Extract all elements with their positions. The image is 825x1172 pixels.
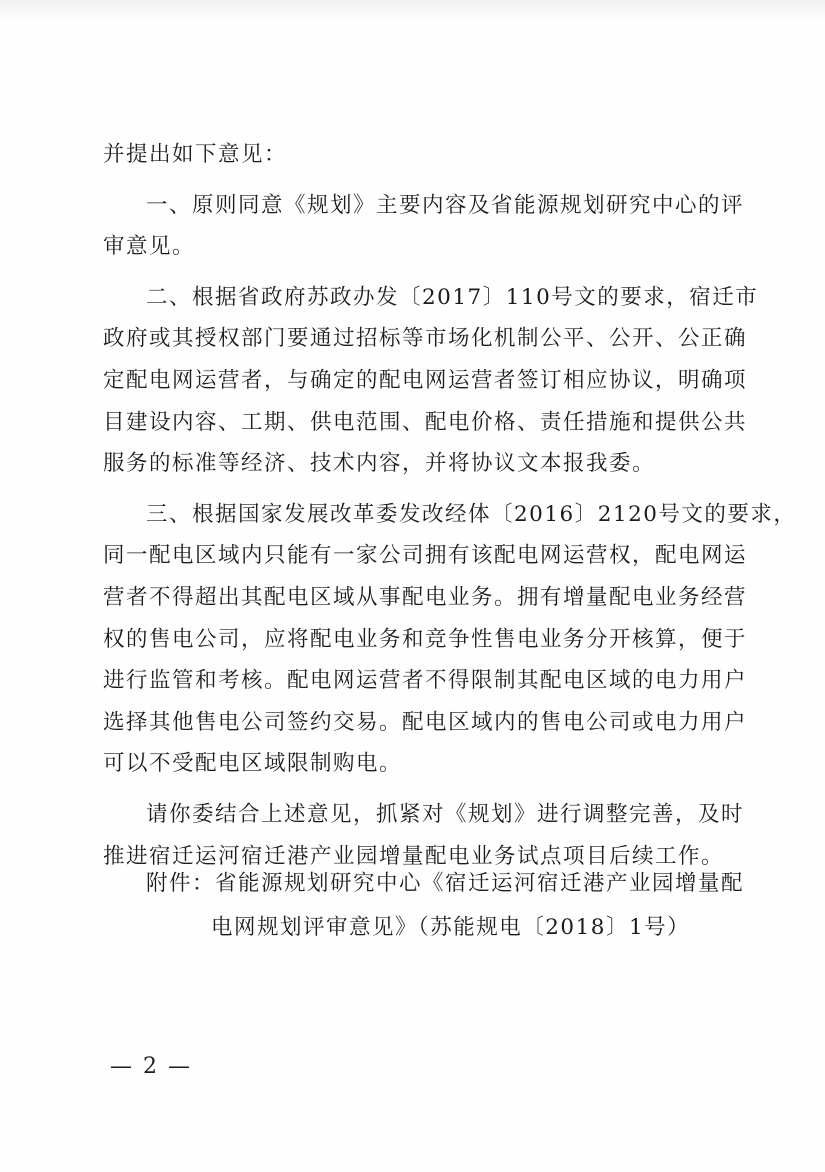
attachment-line: 附件：省能源规划研究中心《宿迁运河宿迁港产业园增量配 [146, 871, 745, 896]
paragraph-line: 三、根据国家发展改革委发改经体〔2016〕2120号文的要求， [146, 501, 797, 527]
attachment-note [146, 862, 745, 950]
paragraph-line: 服务的标准等经济、技术内容，并将协议文本报我委。 [103, 451, 656, 477]
paragraph-line: 推进宿迁运河宿迁港产业园增量配电业务试点项目后续工作。 [103, 843, 725, 869]
paragraph-line: 二、根据省政府苏政办发〔2017〕110号文的要求，宿迁市 [146, 284, 759, 310]
paragraph-line: 可以不受配电区域限制购电。 [103, 751, 403, 777]
body-text [103, 134, 797, 877]
paragraph-line: 进行监管和考核。配电网运营者不得限制其配电区域的电力用户 [103, 668, 748, 694]
paragraph-line: 并提出如下意见： [103, 142, 288, 167]
paragraph-line: 目建设内容、工期、供电范围、配电价格、责任措施和提供公共 [103, 409, 748, 435]
paragraph-line: 一、原则同意《规划》主要内容及省能源规划研究中心的评 [146, 192, 745, 218]
paragraph-line: 政府或其授权部门要通过招标等市场化机制公平、公开、公正确 [103, 326, 748, 352]
paragraph-line: 营者不得超出其配电区域从事配电业务。拥有增量配电业务经营 [103, 584, 748, 610]
paragraph-line: 定配电网运营者，与确定的配电网运营者签订相应协议，明确项 [103, 367, 748, 393]
page-number: — 2 — [110, 1054, 192, 1079]
attachment-line: 电网规划评审意见》（苏能规电〔2018〕1号） [211, 915, 691, 940]
paragraph-line: 请你委结合上述意见，抓紧对《规划》进行调整完善，及时 [146, 801, 745, 827]
paragraph-line: 审意见。 [103, 234, 196, 260]
paragraph-line: 选择其他售电公司签约交易。配电区域内的售电公司或电力用户 [103, 709, 748, 735]
scan-edge [0, 0, 825, 22]
paragraph-line: 权的售电公司，应将配电业务和竞争性售电业务分开核算，便于 [103, 626, 748, 652]
paragraph-line: 同一配电区域内只能有一家公司拥有该配电网运营权，配电网运 [103, 543, 748, 569]
